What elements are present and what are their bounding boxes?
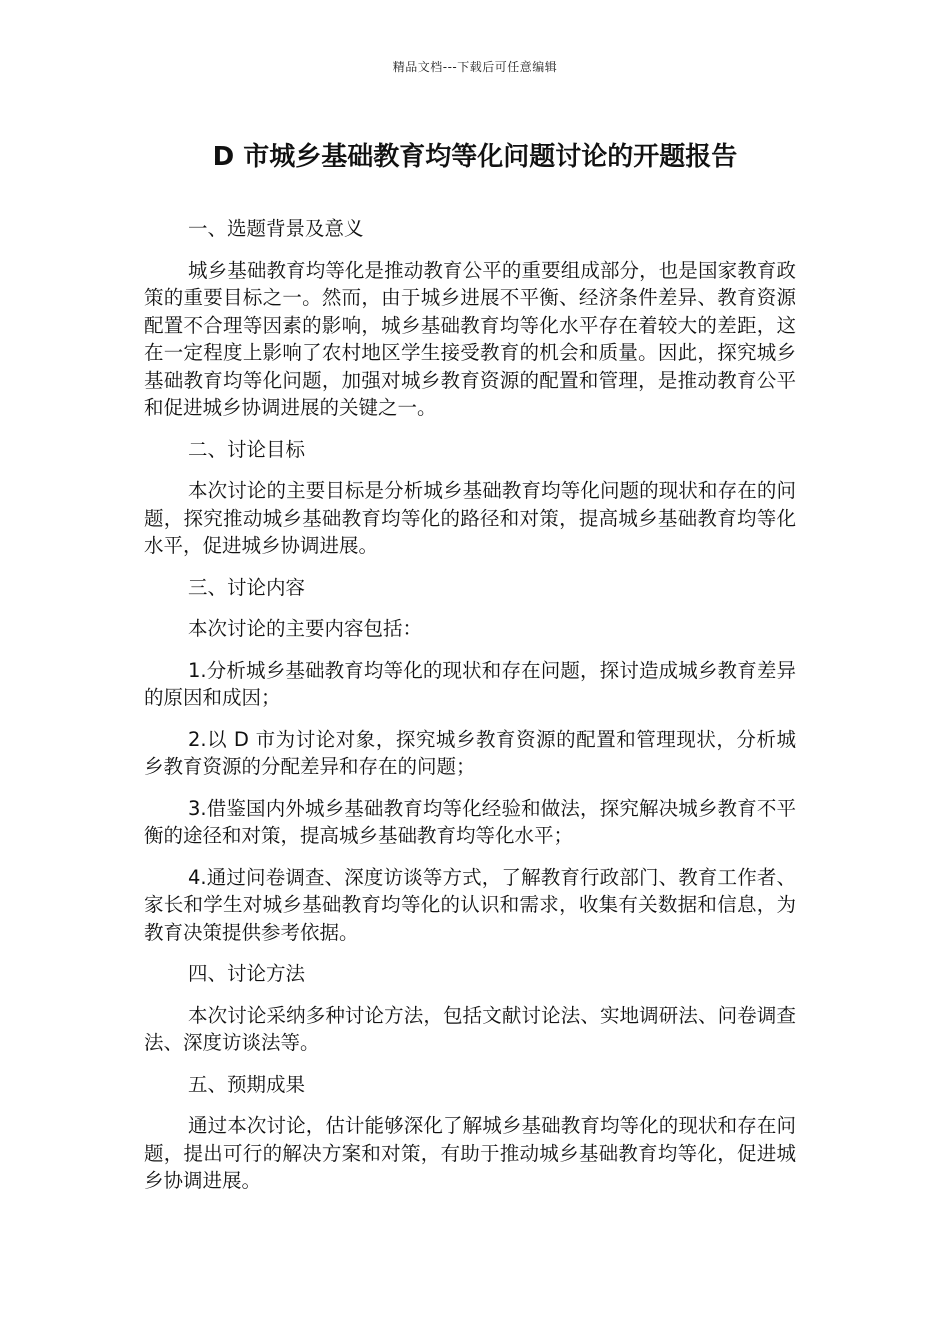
- section-heading: 三、讨论内容: [188, 575, 306, 599]
- document-body: [144, 215, 796, 1209]
- list-item: 3.借鉴国内外城乡基础教育均等化经验和做法，探究解决城乡教育不平衡的途径和对策，提高城乡基础教育均等化水平；: [144, 796, 796, 847]
- paragraph: 本次讨论采纳多种讨论方法，包括文献讨论法、实地调研法、问卷调查法、深度访谈法等。: [144, 1003, 796, 1054]
- section-heading: 二、讨论目标: [188, 437, 306, 461]
- paragraph: 本次讨论的主要目标是分析城乡基础教育均等化问题的现状和存在的问题，探究推动城乡基础教育均等化的路径和对策，提高城乡基础教育均等化水平，促进城乡协调进展。: [144, 479, 796, 557]
- header-note: 精品文档---下载后可任意编辑: [392, 60, 558, 74]
- document-title: D 市城乡基础教育均等化问题讨论的开题报告: [212, 142, 738, 172]
- paragraph: 城乡基础教育均等化是推动教育公平的重要组成部分，也是国家教育政策的重要目标之一。然而，由于城乡进展不平衡、经济条件差异、教育资源配置不合理等因素的影响，城乡基础教育均等化水平存在着较大的差距，这在一定程度上影响了农村地区学生接受教育的机会和质量。因此，探究城乡基础教育均等化问题，加强对城乡教育资源的配置和管理，是推动教育公平和促进城乡协调进展的关键之一。: [144, 258, 796, 419]
- section-heading: 五、预期成果: [188, 1072, 306, 1096]
- section-heading: 四、讨论方法: [188, 962, 306, 985]
- list-item: 2.以 D 市为讨论对象，探究城乡教育资源的配置和管理现状，分析城乡教育资源的分配差异和存在的问题；: [144, 727, 796, 778]
- paragraph: 本次讨论的主要内容包括：: [188, 617, 423, 640]
- list-item: 1.分析城乡基础教育均等化的现状和存在问题，探讨造成城乡教育差异的原因和成因；: [144, 658, 796, 709]
- paragraph: 通过本次讨论，估计能够深化了解城乡基础教育均等化的现状和存在问题，提出可行的解决方案和对策，有助于推动城乡基础教育均等化，促进城乡协调进展。: [144, 1114, 796, 1192]
- section-heading: 一、选题背景及意义: [188, 217, 364, 240]
- list-item: 4.通过问卷调查、深度访谈等方式，了解教育行政部门、教育工作者、家长和学生对城乡基础教育均等化的认识和需求，收集有关数据和信息，为教育决策提供参考依据。: [144, 865, 796, 944]
